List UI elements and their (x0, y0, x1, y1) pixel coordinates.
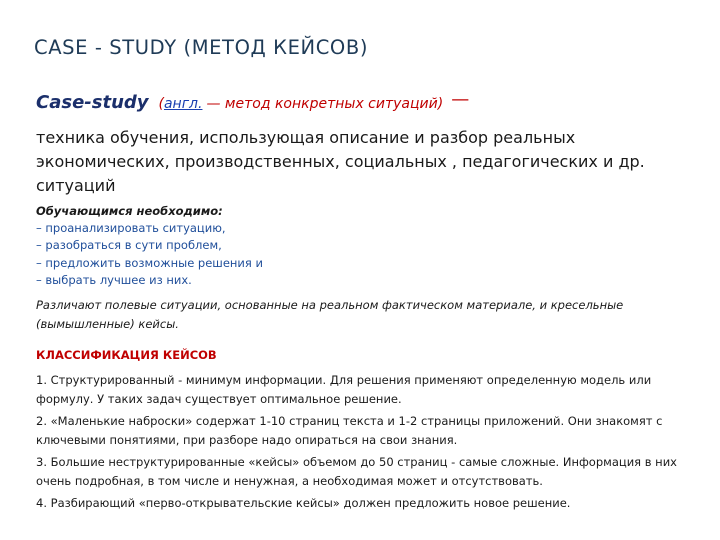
classification-item: 4. Разбирающий «перво-открывательские кейсы» должен предложить новое решение. (36, 496, 571, 510)
needs-item: – предложить возможные решения и (36, 255, 263, 270)
needs-item: – разобраться в сути проблем, (36, 238, 222, 253)
classification-item: 2. «Маленькие наброски» содержат 1-10 страниц текста и 1-2 страницы приложений. Они знакомят с ключевыми понятиями, при разборе надо опираться на свои знания. (36, 414, 663, 447)
classification-heading: КЛАССИФИКАЦИЯ КЕЙСОВ (36, 348, 217, 362)
english-link[interactable]: англ. (163, 96, 203, 112)
classification-list (36, 371, 686, 517)
slide-title: CASE - STUDY (МЕТОД КЕЙСОВ) (34, 36, 369, 59)
definition-body: техника обучения, использующая описание и разбор реальных экономических, производственных, социальных , педагогических и др. ситуаций (36, 128, 645, 195)
needs-heading: Обучающимся необходимо: (36, 204, 223, 218)
classification-item: 1. Структурированный - минимум информации. Для решения применяют определенную модель или формулу. У таких задач существует оптимальное решение. (36, 373, 652, 406)
distinction-text: Различают полевые ситуации, основанные на реальном фактическом материале, и кресельные (вымышленные) кейсы. (36, 298, 624, 331)
definition-paren-open: ( (158, 96, 164, 112)
definition-term: Case-study (36, 92, 149, 113)
definition-dash: — (451, 89, 470, 110)
definition-meaning: — метод конкретных ситуаций) (206, 96, 444, 112)
definition-line (36, 89, 470, 113)
needs-item: – выбрать лучшее из них. (36, 272, 192, 287)
classification-item: 3. Большие неструктурированные «кейсы» объемом до 50 страниц - самые сложные. Информация в них очень подробная, в том числе и ненужная, а необходимая может и отсутствовать. (36, 455, 677, 488)
needs-block (36, 203, 676, 289)
needs-item: – проанализировать ситуацию, (36, 221, 226, 236)
